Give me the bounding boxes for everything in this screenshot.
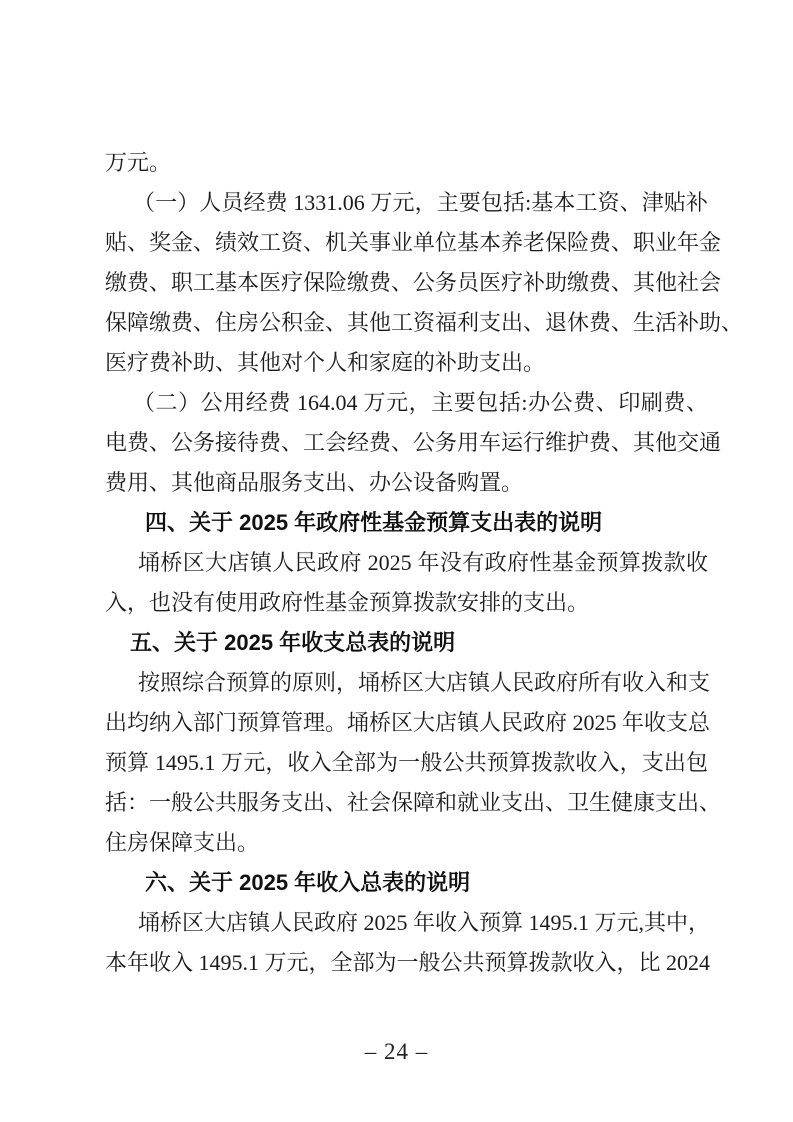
body-line: 万元。 — [105, 150, 172, 175]
page-number: – 24 – — [364, 1039, 429, 1064]
body-line: （二）公用经费 164.04 万元，主要包括:办公费、印刷费、 — [133, 390, 708, 415]
body-line: 缴费、职工基本医疗保险缴费、公务员医疗补助缴费、其他社会 — [105, 270, 722, 295]
body-line: 医疗费补助、其他对个人和家庭的补助支出。 — [105, 350, 546, 375]
section-heading-4: 四、关于 2025 年政府性基金预算支出表的说明 — [145, 510, 603, 535]
body-line: 预算 1495.1 万元，收入全部为一般公共预算拨款收入，支出包 — [105, 750, 708, 775]
section-heading-5: 五、关于 2025 年收支总表的说明 — [130, 630, 456, 655]
document-body — [105, 143, 744, 983]
section-heading-6: 六、关于 2025 年收入总表的说明 — [145, 870, 471, 895]
body-line: 埇桥区大店镇人民政府 2025 年没有政府性基金预算拨款收 — [138, 550, 708, 575]
body-line: 保障缴费、住房公积金、其他工资福利支出、退休费、生活补助、 — [105, 310, 744, 335]
body-line: 入，也没有使用政府性基金预算拨款安排的支出。 — [105, 590, 590, 615]
body-line: 出均纳入部门预算管理。埇桥区大店镇人民政府 2025 年收支总 — [105, 710, 711, 735]
body-line: 电费、公务接待费、工会经费、公务用车运行维护费、其他交通 — [105, 430, 722, 455]
body-line: （一）人员经费 1331.06 万元，主要包括:基本工资、津贴补 — [133, 190, 708, 215]
body-line: 贴、奖金、绩效工资、机关事业单位基本养老保险费、职业年金 — [105, 230, 722, 255]
body-line: 费用、其他商品服务支出、办公设备购置。 — [105, 470, 524, 495]
body-line: 本年收入 1495.1 万元，全部为一般公共预算拨款收入，比 2024 — [105, 950, 711, 975]
body-line: 埇桥区大店镇人民政府 2025 年收入预算 1495.1 万元,其中， — [138, 910, 711, 935]
body-line: 按照综合预算的原则，埇桥区大店镇人民政府所有收入和支 — [138, 670, 711, 695]
body-line: 住房保障支出。 — [105, 830, 260, 855]
body-line: 括：一般公共服务支出、社会保障和就业支出、卫生健康支出、 — [105, 790, 722, 815]
page-footer — [0, 1032, 793, 1072]
